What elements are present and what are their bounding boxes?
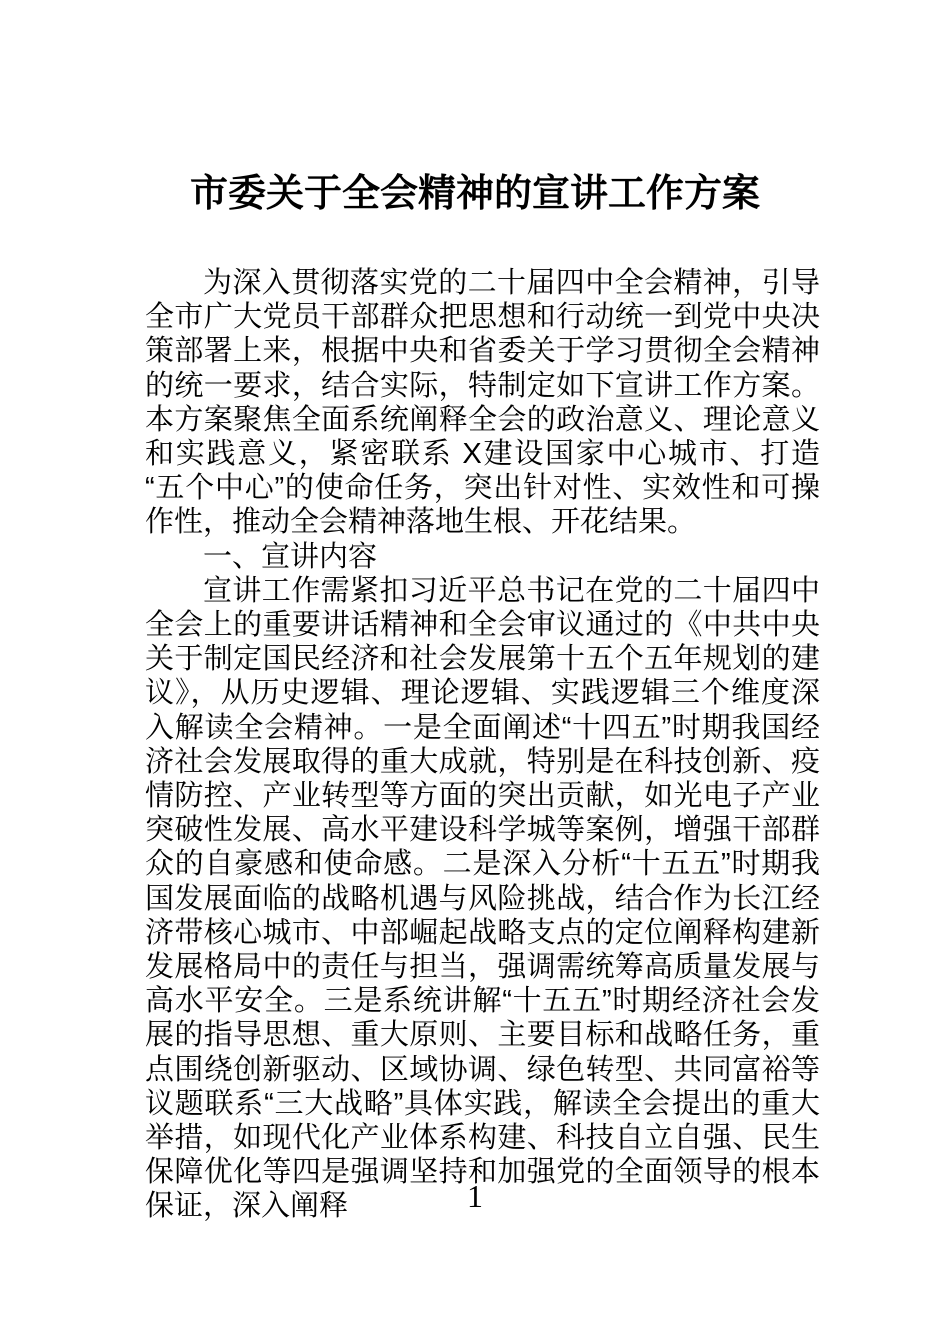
intro-paragraph: 为深入贯彻落实党的二十届四中全会精神，引导全市广大党员干部群众把思想和行动统一到党中央决策部署上来，根据中央和省委关于学习贯彻全会精神的统一要求，结合实际，特制定如下宣讲工作方案。本方案聚焦全面系统阐释全会的政治意义、理论意义和实践意义，紧密联系 X建设国家中心城市、打造“五个中心”的使命任务，突出针对性、实效性和可操作性，推动全会精神落地生根、开花结果。 bbox=[145, 267, 820, 539]
section-1-heading: 一、宣讲内容 bbox=[203, 540, 378, 573]
section-1-paragraph: 宣讲工作需紧扣习近平总书记在党的二十届四中全会上的重要讲话精神和全会审议通过的《中共中央关于制定国民经济和社会发展第十五个五年规划的建议》，从历史逻辑、理论逻辑、实践逻辑三个维度深入解读全会精神。一是全面阐述“十四五”时期我国经济社会发展取得的重大成就，特别是在科技创新、疫情防控、产业转型等方面的突出贡献，如光电子产业突破性发展、高水平建设科学城等案例，增强干部群众的自豪感和使命感。二是深入分析“十五五”时期我国发展面临的战略机遇与风险挑战，结合作为长江经济带核心城市、中部崛起战略支点的定位阐释构建新发展格局中的责任与担当，强调需统筹高质量发展与高水平安全。三是系统讲解“十五五”时期经济社会发展的指导思想、重大原则、主要目标和战略任务，重点围绕创新驱动、区域协调、绿色转型、共同富裕等议题联系“三大战略”具体实践，解读全会提出的重大举措，如现代化产业体系构建、科技自立自强、民生保障优化等四是强调坚持和加强党的全面领导的根本保证，深入阐释 bbox=[145, 574, 820, 1223]
page-number: 1 bbox=[467, 1178, 483, 1214]
document-title: 市委关于全会精神的宣讲工作方案 bbox=[189, 173, 760, 215]
page-footer bbox=[0, 1178, 950, 1214]
document-body bbox=[145, 266, 820, 1224]
